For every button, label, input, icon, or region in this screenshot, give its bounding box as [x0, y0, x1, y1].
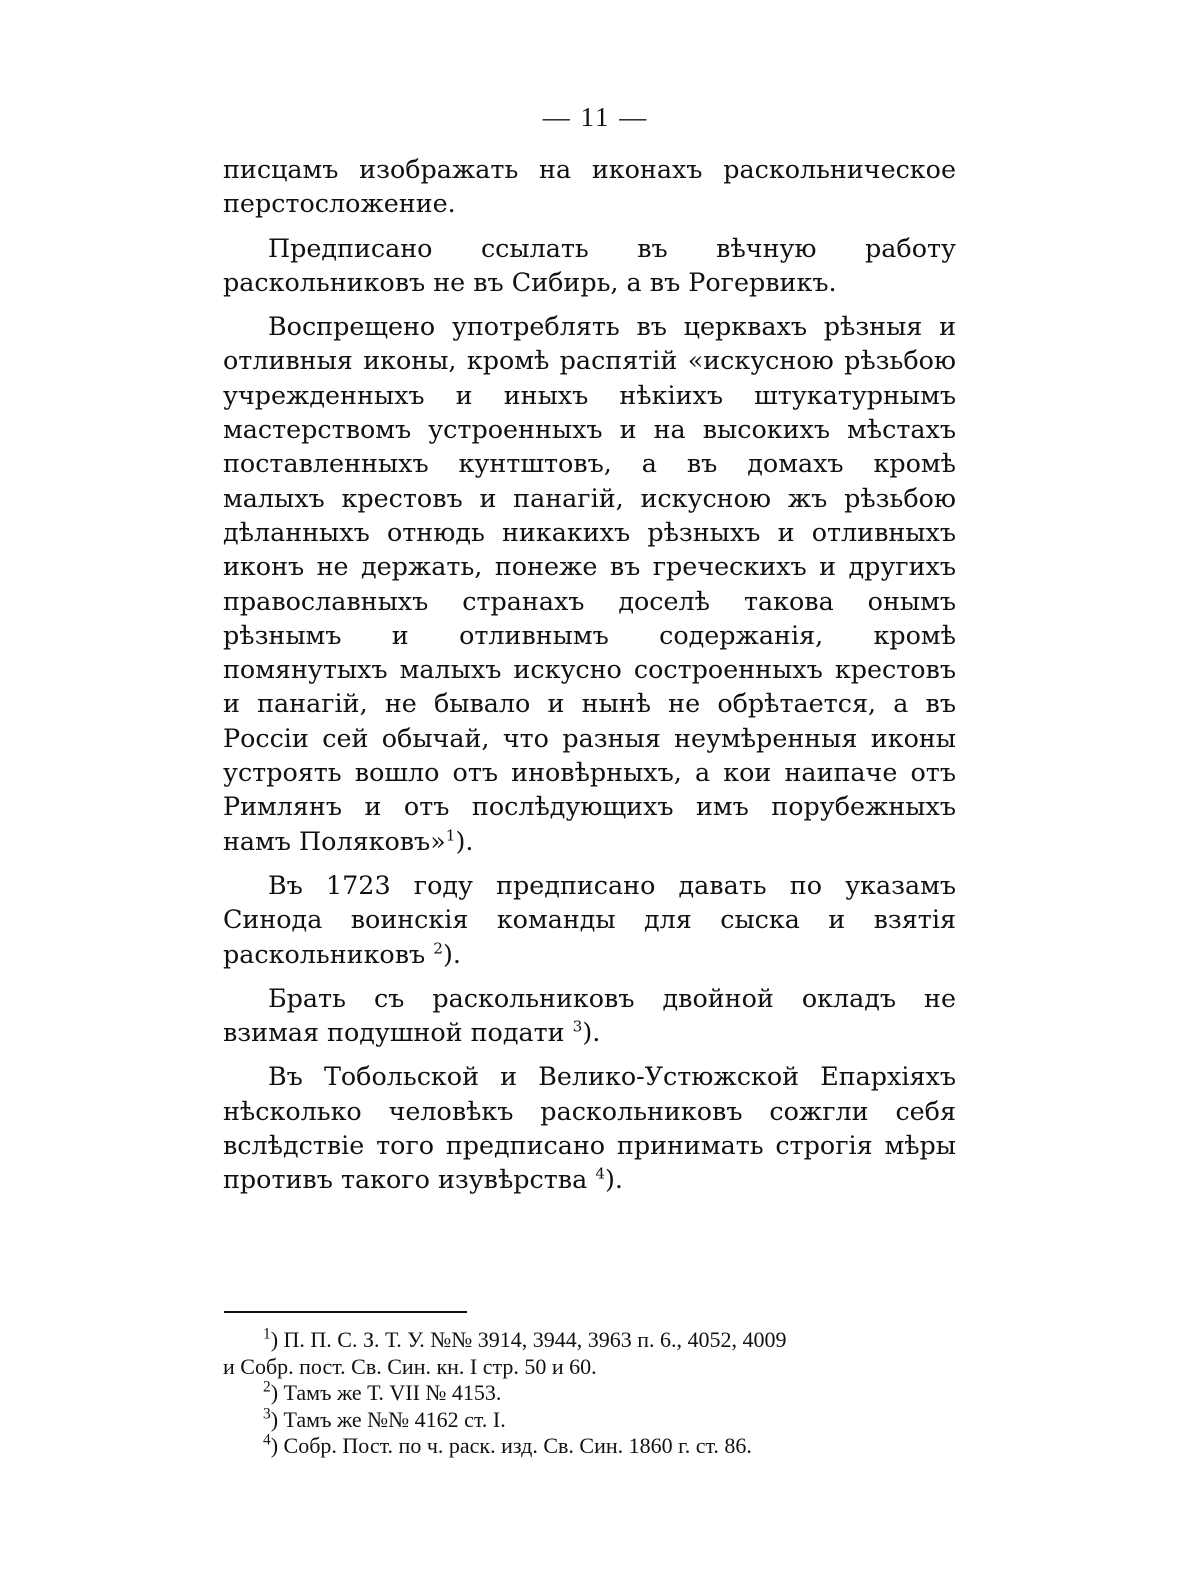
paragraph-text: Брать съ раскольниковъ двойной окладъ не взимая подушной подати — [223, 982, 956, 1048]
footnote-text: ) Собр. Пост. по ч. раск. изд. Св. Син. 1860 г. ст. 86. — [270, 1433, 752, 1458]
footnote-reference: 3 — [572, 1017, 583, 1036]
paragraph-text: Воспрещено употреблять въ церквахъ рѣзныя и отливныя иконы, кромѣ распятій «искусною рѣзьбою учрежденныхъ и иныхъ нѣкіихъ штукатурнымъ мастерствомъ устроенныхъ и на высокихъ мѣстахъ поставленныхъ кунтштовъ, а въ домахъ кромѣ малыхъ крестовъ и панагій, искусною жъ рѣзьбою дѣланныхъ отнюдь никакихъ рѣзныхъ и отливныхъ иконъ не держать, понеже въ греческихъ и другихъ православныхъ странахъ доселѣ такова онымъ рѣзнымъ и отливнымъ содержанія, кромѣ помянутыхъ малыхъ искусно состроенныхъ крестовъ и панагій, не бывало и нынѣ не обрѣтается, а въ Россіи сей обычай, что разныя неумѣренныя иконы устроять вошло отъ иновѣрныхъ, а кои наипаче отъ Римлянъ и отъ послѣдующихъ имъ порубежныхъ намъ Поляковъ» — [223, 311, 956, 856]
footnote-reference: 2 — [433, 939, 443, 958]
footnote-mark: 3 — [263, 1405, 271, 1423]
paragraph-continuation — [223, 152, 956, 221]
footnote-mark: 1 — [263, 1325, 271, 1343]
footnote-reference: 1 — [445, 826, 456, 845]
footnote-mark: 2 — [263, 1378, 271, 1396]
footnote-1 — [223, 1327, 956, 1354]
footnote-text: ) Тамъ же Т. VII № 4153. — [270, 1380, 502, 1405]
footnote-4 — [223, 1433, 956, 1460]
paragraph-1723-synod — [223, 868, 956, 971]
footnote-text: и Собр. пост. Св. Син. кн. I стр. 50 и 60. — [223, 1353, 597, 1379]
footnote-text: ) П. П. С. З. Т. У. №№ 3914, 3944, 3963 п. 6., 4052, 4009 — [270, 1327, 787, 1352]
footnote-mark: 4 — [263, 1431, 271, 1449]
paragraph-tail: ). — [605, 1164, 623, 1195]
footnotes — [223, 1327, 956, 1460]
paragraph-exile-rogervik — [223, 231, 956, 300]
paragraph-tail: ). — [455, 825, 474, 856]
paragraph-text: Предписано ссылать въ вѣчную работу раскольниковъ не въ Сибирь, а въ Рогервикъ. — [223, 232, 956, 297]
footnote-text: ) Тамъ же №№ 4162 ст. I. — [270, 1406, 506, 1432]
footnote-divider — [224, 1311, 467, 1313]
footnote-3 — [223, 1407, 956, 1434]
paragraph-double-tax — [223, 981, 956, 1050]
page-number: — 11 — — [542, 102, 649, 132]
footnote-2 — [223, 1380, 956, 1407]
paragraph-carved-icons — [223, 309, 956, 858]
paragraph-tail: ). — [442, 938, 461, 969]
paragraph-text: писцамъ изображать на иконахъ раскольническое перстосложение. — [223, 154, 956, 219]
body-text — [223, 152, 956, 1207]
paragraph-tail: ). — [582, 1017, 601, 1048]
footnote-reference: 4 — [595, 1164, 606, 1183]
paragraph-text: Въ Тобольской и Велико-Устюжской Епархіяхъ нѣсколько человѣкъ раскольниковъ сожгли себя вслѣдствіе того предписано принимать строгія мѣры противъ такого изувѣрства — [223, 1061, 956, 1195]
paragraph-text: Въ 1723 году предписано давать по указамъ Синода воинскія команды для сыска и взятія раскольниковъ — [223, 869, 956, 969]
paragraph-self-immolation — [223, 1059, 956, 1196]
footnote-1-continuation — [223, 1354, 956, 1381]
